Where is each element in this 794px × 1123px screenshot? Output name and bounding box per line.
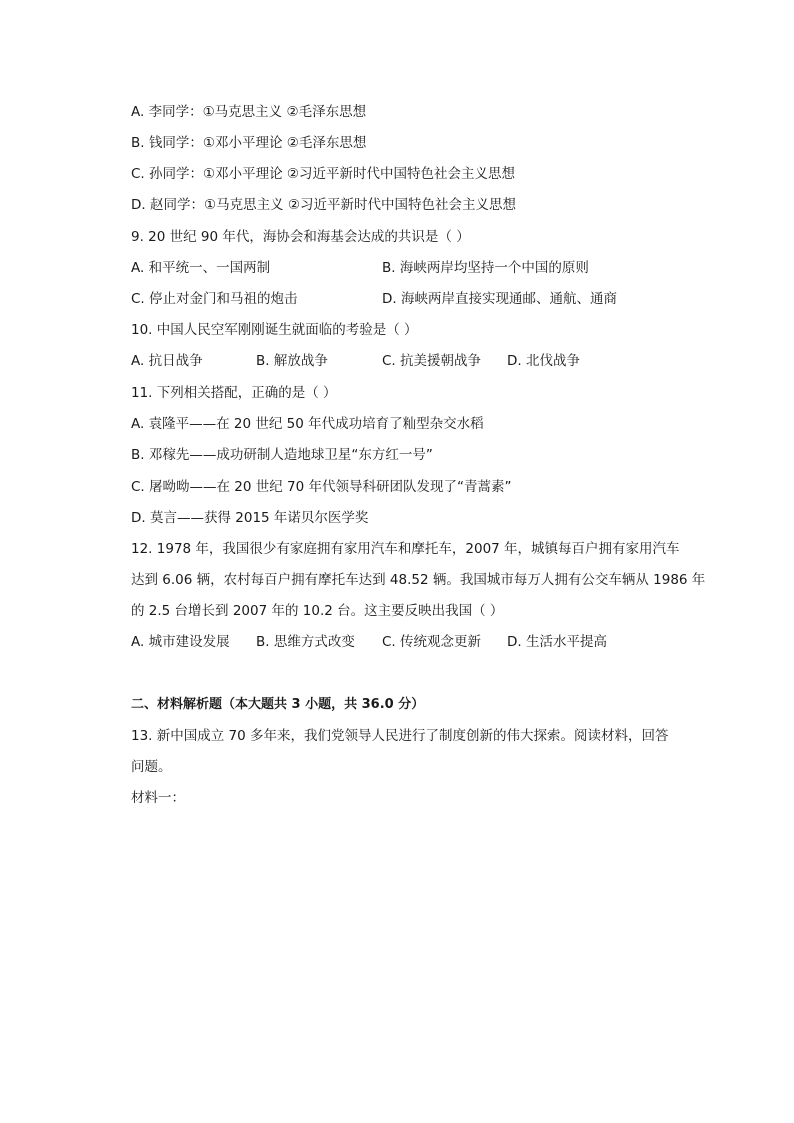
q12-stem-line-3: 的 2.5 台增长到 2007 年的 10.2 台。这主要反映出我国（ ） — [131, 603, 504, 619]
q10-option-a[interactable]: A. 抗日战争 — [131, 353, 203, 369]
q11-option-b[interactable]: B. 邓稼先——成功研制人造地球卫星“东方红一号” — [131, 447, 433, 463]
q11-stem: 11. 下列相关搭配，正确的是（ ） — [131, 385, 337, 401]
q9-option-c[interactable]: C. 停止对金门和马祖的炮击 — [131, 291, 298, 307]
q9-option-d[interactable]: D. 海峡两岸直接实现通邮、通航、通商 — [382, 291, 617, 307]
q9-option-a[interactable]: A. 和平统一、一国两制 — [131, 260, 271, 276]
q12-option-c[interactable]: C. 传统观念更新 — [382, 634, 482, 650]
q10-stem: 10. 中国人民空军刚刚诞生就面临的考验是（ ） — [131, 322, 418, 338]
q12-option-b[interactable]: B. 思维方式改变 — [256, 634, 355, 650]
q13-stem-line-1: 13. 新中国成立 70 多年来，我们党领导人民进行了制度创新的伟大探索。阅读材料，回答 — [131, 728, 669, 744]
q12-option-d[interactable]: D. 生活水平提高 — [507, 634, 607, 650]
q13-stem-line-2: 问题。 — [131, 759, 172, 775]
q11-option-c[interactable]: C. 屠呦呦——在 20 世纪 70 年代领导科研团队发现了“青蒿素” — [131, 479, 512, 495]
q9-stem: 9. 20 世纪 90 年代，海协会和海基会达成的共识是（ ） — [131, 229, 470, 245]
q8-option-d[interactable]: D. 赵同学：①马克思主义 ②习近平新时代中国特色社会主义思想 — [131, 197, 516, 213]
q8-option-b[interactable]: B. 钱同学：①邓小平理论 ②毛泽东思想 — [131, 135, 367, 151]
q8-option-a[interactable]: A. 李同学：①马克思主义 ②毛泽东思想 — [131, 104, 367, 120]
q13-material-label: 材料一： — [131, 790, 185, 806]
q8-option-c[interactable]: C. 孙同学：①邓小平理论 ②习近平新时代中国特色社会主义思想 — [131, 166, 516, 182]
section-2-title: 二、材料解析题（本大题共 3 小题，共 36.0 分） — [131, 697, 425, 712]
q11-option-a[interactable]: A. 袁隆平——在 20 世纪 50 年代成功培育了籼型杂交水稻 — [131, 416, 484, 432]
q11-option-d[interactable]: D. 莫言——获得 2015 年诺贝尔医学奖 — [131, 510, 369, 526]
q12-stem-line-1: 12. 1978 年，我国很少有家庭拥有家用汽车和摩托车，2007 年，城镇每百户拥有家用汽车 — [131, 541, 680, 557]
q12-option-a[interactable]: A. 城市建设发展 — [131, 634, 230, 650]
q10-option-b[interactable]: B. 解放战争 — [256, 353, 328, 369]
q10-option-c[interactable]: C. 抗美援朝战争 — [382, 353, 482, 369]
q12-stem-line-2: 达到 6.06 辆，农村每百户拥有摩托车达到 48.52 辆。我国城市每万人拥有公交车辆从 1986 年 — [131, 572, 706, 588]
q10-option-d[interactable]: D. 北伐战争 — [507, 353, 580, 369]
q9-option-b[interactable]: B. 海峡两岸均坚持一个中国的原则 — [382, 260, 589, 276]
